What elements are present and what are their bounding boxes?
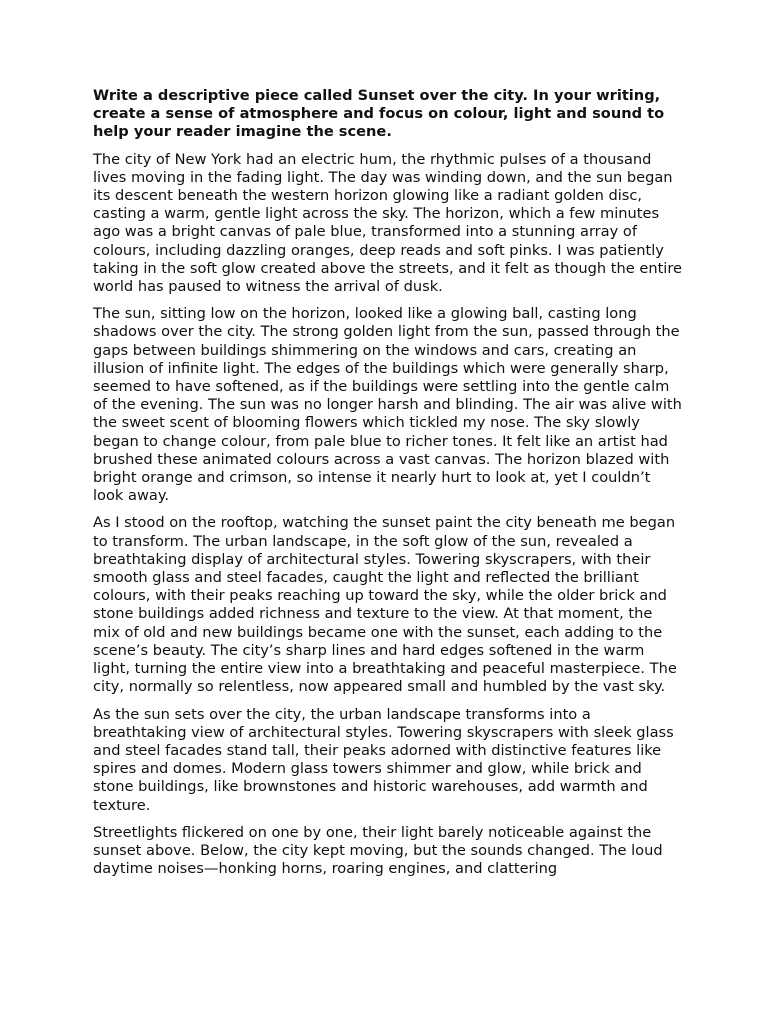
paragraph-1: The city of New York had an electric hum, the rhythmic pulses of a thousand lives moving in the fading light. The day was winding down, and the sun began its descent beneath the western horizon glowing like a radiant golden disc, casting a warm, gentle light across the sky. The horizon, which a few minutes ago was a bright canvas of pale blue, transformed into a stunning array of colours, including dazzling oranges, deep reads and soft pinks. I was patiently taking in the soft glow created above the streets, and it felt as though the entire world has paused to witness the arrival of dusk. <box>93 150 683 296</box>
paragraph-3: As I stood on the rooftop, watching the sunset paint the city beneath me began to transform. The urban landscape, in the soft glow of the sun, revealed a breathtaking display of architectural styles. Towering skyscrapers, with their smooth glass and steel facades, caught the light and reflected the brilliant colours, with their peaks reaching up toward the sky, while the older brick and stone buildings added richness and texture to the view. At that moment, the mix of old and new buildings became one with the sunset, each adding to the scene’s beauty. The city’s sharp lines and hard edges softened in the warm light, turning the entire view into a breathtaking and peaceful masterpiece. The city, normally so relentless, now appeared small and humbled by the vast sky. <box>93 514 677 696</box>
essay-prompt: Write a descriptive piece called Sunset over the city. In your writing, create a sense of atmosphere and focus on colour, light and sound to help your reader imagine the scene. <box>93 87 665 141</box>
document-page <box>93 87 683 887</box>
paragraph-2: The sun, sitting low on the horizon, looked like a glowing ball, casting long shadows over the city. The strong golden light from the sun, passed through the gaps between buildings shimmering on the windows and cars, creating an illusion of infinite light. The edges of the buildings which were generally sharp, seemed to have softened, as if the buildings were settling into the gentle calm of the evening. The sun was no longer harsh and blinding. The air was alive with the sweet scent of blooming flowers which tickled my nose. The sky slowly began to change colour, from pale blue to richer tones. It felt like an artist had brushed these animated colours across a vast canvas. The horizon blazed with bright orange and crimson, so intense it nearly hurt to look at, yet I couldn’t look away. <box>93 305 682 505</box>
paragraph-4: As the sun sets over the city, the urban landscape transforms into a breathtaking view of architectural styles. Towering skyscrapers with sleek glass and steel facades stand tall, their peaks adorned with distinctive features like spires and domes. Modern glass towers shimmer and glow, while brick and stone buildings, like brownstones and historic warehouses, add warmth and texture. <box>93 705 674 814</box>
paragraph-5: Streetlights flickered on one by one, their light barely noticeable against the sunset above. Below, the city kept moving, but the sounds changed. The loud daytime noises—honking horns, roaring engines, and clattering <box>93 823 663 878</box>
